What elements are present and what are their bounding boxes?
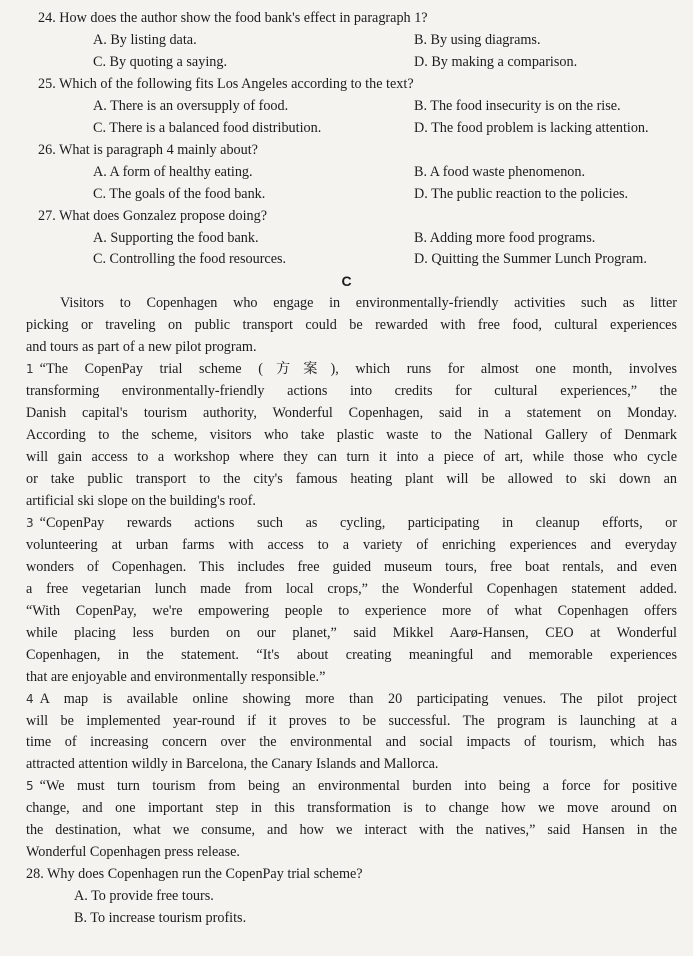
options-row xyxy=(38,52,675,74)
text-line-content: “We must turn tourism from being an environmental burden into being a force for positive xyxy=(39,778,677,795)
question-25 xyxy=(0,74,693,140)
text-line xyxy=(26,513,677,535)
question-stem: 27. What does Gonzalez propose doing? xyxy=(38,207,268,224)
text-line: the destination, what we consume, and how we interact with the natives,” said Hansen in the xyxy=(26,822,677,839)
text-line: will be implemented year-round if it proves to be successful. The program is launching at a xyxy=(26,712,677,729)
text-line: wonders of Copenhagen. This includes free guided museum tours, free boat rentals, and even xyxy=(26,558,677,575)
options-row xyxy=(38,30,675,52)
text-line: Visitors to Copenhagen who engage in environmentally-friendly activities such as litter xyxy=(60,295,677,312)
option-b: B. The food insecurity is on the rise. xyxy=(414,97,621,114)
options-row xyxy=(38,249,675,271)
paragraph-mark: 1 xyxy=(26,362,34,377)
option-a: A. To provide free tours. xyxy=(74,888,214,905)
option-b: B. To increase tourism profits. xyxy=(74,910,247,927)
text-line: or take public transport to the city's famous heating plant will be allowed to ski down an xyxy=(26,471,677,488)
option-a: A. By listing data. xyxy=(93,31,197,48)
text-line: and tours as part of a new pilot program. xyxy=(26,339,257,356)
section-heading: C xyxy=(341,273,352,290)
option-c: C. There is a balanced food distribution. xyxy=(93,119,322,136)
question-26 xyxy=(0,140,693,206)
option-c: C. Controlling the food resources. xyxy=(93,251,287,268)
question-24 xyxy=(0,8,693,74)
text-line: artificial ski slope on the building's roof. xyxy=(26,492,256,509)
paragraph-mark: 3 xyxy=(26,515,34,530)
option-b: B. Adding more food programs. xyxy=(414,229,596,246)
option-d: D. The public reaction to the policies. xyxy=(414,185,629,202)
paragraph-mark: 4 xyxy=(26,691,34,706)
text-line xyxy=(26,776,677,798)
options-row xyxy=(38,228,675,250)
option-d: D. By making a comparison. xyxy=(414,53,578,70)
option-b: B. A food waste phenomenon. xyxy=(414,163,586,180)
passage-paragraph xyxy=(0,689,693,777)
option-c: C. The goals of the food bank. xyxy=(93,185,266,202)
options-row xyxy=(38,118,675,140)
text-line: time of increasing concern over the environmental and social impacts of tourism, which has xyxy=(26,734,677,751)
text-line: picking or traveling on public transport could be rewarded with free food, cultural experiences xyxy=(26,317,677,334)
text-line: According to the scheme, visitors who take plastic waste to the National Gallery of Denmark xyxy=(26,427,677,444)
option-a: A. A form of healthy eating. xyxy=(93,163,253,180)
text-line-content: “The CopenPay trial scheme (方案), which runs for almost one month, involves xyxy=(39,361,677,378)
options-row xyxy=(38,184,675,206)
option-a: A. Supporting the food bank. xyxy=(93,229,259,246)
text-line: change, and one important step in this transformation is to change how we move around on xyxy=(26,800,677,817)
text-line xyxy=(26,359,677,381)
text-line: attracted attention wildly in Barcelona, the Canary Islands and Mallorca. xyxy=(26,756,439,773)
option-d: D. Quitting the Summer Lunch Program. xyxy=(414,251,647,268)
exam-page xyxy=(0,8,693,930)
text-line: Danish capital's tourism authority, Wonderful Copenhagen, said in a statement on Monday. xyxy=(26,405,677,422)
options-row xyxy=(38,96,675,118)
text-line: “With CopenPay, we're empowering people to experience more of what Copenhagen offers xyxy=(26,602,677,619)
text-line: that are enjoyable and environmentally responsible.” xyxy=(26,668,326,685)
question-27 xyxy=(0,206,693,272)
option-b: B. By using diagrams. xyxy=(414,31,541,48)
question-stem: 24. How does the author show the food bank's effect in paragraph 1? xyxy=(38,10,428,26)
text-line-content: “CopenPay rewards actions such as cycling, participating in cleanup efforts, or xyxy=(39,514,677,531)
text-line: while placing less burden on our planet,” said Mikkel Aarø-Hansen, CEO at Wonderful xyxy=(26,624,677,641)
passage-paragraph xyxy=(0,776,693,864)
passage-paragraph xyxy=(0,513,693,689)
question-stem: 26. What is paragraph 4 mainly about? xyxy=(38,141,258,158)
text-line: transforming environmentally-friendly actions into credits for cultural experiences,” the xyxy=(26,383,677,400)
option-a: A. There is an oversupply of food. xyxy=(93,97,289,114)
text-line xyxy=(26,689,677,711)
option-d: D. The food problem is lacking attention. xyxy=(414,119,649,136)
option-c: C. By quoting a saying. xyxy=(93,53,227,70)
text-line: volunteering at urban farms with access to a variety of enriching experiences and everyday xyxy=(26,536,677,553)
question-28 xyxy=(0,864,693,930)
passage-paragraph xyxy=(0,293,693,359)
options-row xyxy=(38,162,675,184)
text-line: a free vegetarian lunch made from local crops,” the Wonderful Copenhagen statement added. xyxy=(26,580,677,597)
text-line: Wonderful Copenhagen press release. xyxy=(26,844,240,861)
passage-paragraph xyxy=(0,359,693,513)
text-line: Copenhagen, in the statement. “It's about creating meaningful and memorable experiences xyxy=(26,646,677,663)
question-stem: 25. Which of the following fits Los Angeles according to the text? xyxy=(38,75,414,92)
question-stem: 28. Why does Copenhagen run the CopenPay trial scheme? xyxy=(26,866,363,883)
text-line-content: A map is available online showing more than 20 participating venues. The pilot project xyxy=(39,690,677,707)
text-line: will gain access to a workshop where they can turn it into a piece of art, while those who cycle xyxy=(26,449,677,466)
paragraph-mark: 5 xyxy=(26,779,34,794)
